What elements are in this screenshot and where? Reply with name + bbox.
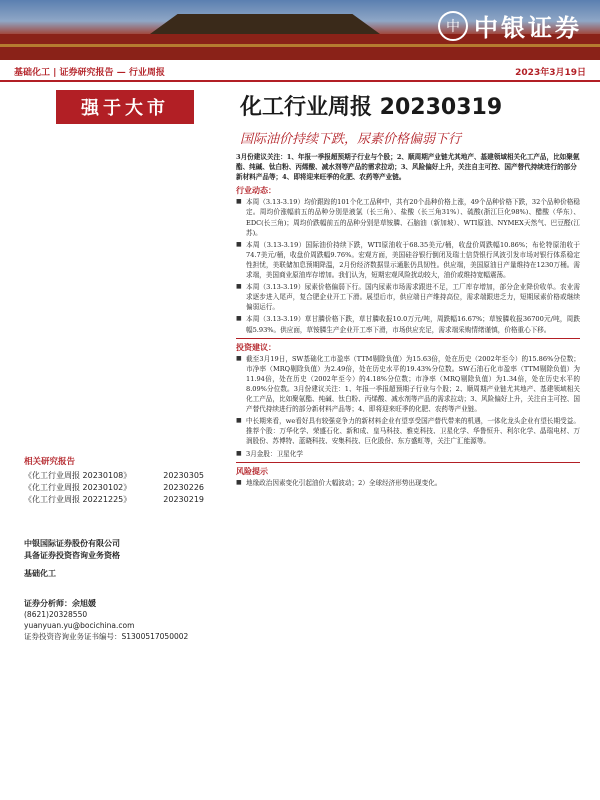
report-subtitle: 国际油价持续下跌，尿素价格偏弱下行 — [240, 132, 462, 147]
list-item: ■ 中长期来看，we看好具有较强竞争力的新材料企业有望享受国产替代带来的机遇，一体化龙头企业有望长期受益。推荐个股：万华化学、荣盛石化、新和成、皇马科技、雅克科技、卫星化学、华鲁恒升、利尔化学、晶瑞电材、万润股份、苏博特、蓝晓科技、安集科技、巨化股份、东方盛虹等，关注广汇能源等。 — [236, 416, 580, 446]
related-report-item[interactable]: 《化工行业周报 20230102》 20230226 — [24, 483, 204, 492]
section-heading: 行业动态： — [236, 185, 276, 196]
related-report-item[interactable]: 《化工行业周报 20230108》 20230305 — [24, 471, 204, 480]
header-banner — [0, 0, 600, 60]
logo-text: 中银证券 — [474, 14, 582, 42]
section-heading: 风险提示 — [236, 465, 268, 476]
banner-trim — [0, 44, 600, 47]
list-item: ■ 本周（3.13-3.19）草甘膦价格下跌，草甘膦收报10.0万元/吨，周跌幅16.67%；草铵膦收报36700元/吨，周跌幅5.93%。供应面，草铵膦生产企业开工率下滑，市场供应充足，需求端采购情绪谨慎，价格重心下移。 — [236, 314, 580, 334]
organization-info: 中银国际证券股份有限公司 具备证券投资咨询业务资格 基础化工 — [24, 539, 120, 578]
list-item: ■ 地缘政治因素变化引起油价大幅波动；2）全球经济形势出现变化。 — [236, 478, 580, 488]
divider — [236, 462, 580, 463]
list-item: ■ 本周（3.13-3.19）尿素价格偏弱下行。国内尿素市场需求跟进不足，工厂库存增加，部分企业降价收单。农业需求逐步进入尾声，复合肥企业开工下滑。展望后市，供应端日产维持高位，需求端跟进乏力，短期尿素价格或继续偏弱运行。 — [236, 282, 580, 312]
summary: 3月份建议关注：1、年报一季报超预期子行业与个股；2、顺周期产业链尤其地产、基建领域相关化工产品，比如聚氨酯、纯碱、钛白粉、丙烯酸、减水剂等产品的需求拉动；3、风险偏好上升，关注自主可控、国产替代持续进行的部分新材料产品等；4、即将迎来旺季的化肥、农药等产业链。 — [236, 153, 580, 182]
banner-roof — [150, 14, 380, 34]
rating-badge: 强于大市 — [56, 90, 194, 124]
report-subheader — [0, 60, 600, 82]
report-title: 化工行业周报 20230319 — [240, 95, 503, 120]
sidebar — [24, 455, 204, 642]
list-item: ■ 截至3月19日，SW基础化工市盈率（TTM剔除负值）为15.63倍，处在历史（2002年至今）的15.86%分位数；市净率（MRQ剔除负值）为2.49倍，处在历史水平的19.43%分位数。SW石油石化市盈率（TTM剔除负值）为11.94倍，处在历史（2002年至今）的4.18%分位数；市净率（MRQ剔除负值）为1.34倍，处在历史水平的8.09%分位数。3月份建议关注：1、年报一季报超预期子行业与个股；2、顺周期产业链尤其地产、基建领域相关化工产品，比如聚氨酯、纯碱、钛白粉、丙烯酸、减水剂等产品的需求拉动；3、风险偏好上升，关注自主可控、国产替代持续进行的部分新材料产品等；4、即将迎来旺季的化肥、农药等产业链。 — [236, 354, 580, 415]
report-date: 2023年3月19日 — [515, 68, 586, 78]
main-content — [236, 152, 580, 490]
analyst-cert: 证券投资咨询业务证书编号：S1300517050002 — [24, 632, 189, 641]
report-category: 基础化工 | 证券研究报告 — 行业周报 — [14, 68, 165, 78]
list-item: ■ 本周（3.13-3.19）均价跟踪的101个化工品种中，共有20个品种价格上涨，49个品种价格下跌，32个品种价格稳定。周均价涨幅前五的品种分别是液氯（长三角）、盐酸（长三角31%）、硫酸(浙江巨化98%)、醋酸（华东）、EDC(长三角)；周均价跌幅前五的品种分别是草铵膦、石脑油（新加坡）、WTI原油、NYMEX天然气、巴豆醛(江苏)。 — [236, 197, 580, 237]
related-reports-title: 相关研究报告 — [24, 457, 76, 467]
analyst-name: 证券分析师：余旭媛 — [24, 599, 96, 608]
boc-logo-icon: 中 — [438, 11, 468, 41]
list-item: ■ 本周（3.13-3.19）国际油价持续下跌，WTI原油收于68.35美元/桶，收盘价周跌幅10.86%；布伦特原油收于74.7美元/桶，收盘价周跌幅9.76%。宏观方面，美国硅谷银行倒闭及瑞士信贷银行风波引发市场对银行体系稳定性担忧，美联储加息预期降温，2月份经济数据显示通胀仍具韧性。供应端，美国原油日产量维持在1230万桶。需求端，美国商业原油库存增加。我们认为，短期宏观风险扰动较大，油价或维持宽幅震荡。 — [236, 240, 580, 280]
logo — [438, 8, 582, 43]
related-report-item[interactable]: 《化工行业周报 20221225》 20230219 — [24, 495, 204, 504]
list-item: ■ 3月金股：卫星化学 — [236, 449, 580, 459]
section-heading: 投资建议： — [236, 341, 276, 352]
analyst-info — [24, 598, 204, 642]
divider — [236, 338, 580, 339]
analyst-email[interactable]: yuanyuan.yu@bocichina.com — [24, 621, 135, 630]
analyst-phone: (8621)20328550 — [24, 610, 88, 619]
